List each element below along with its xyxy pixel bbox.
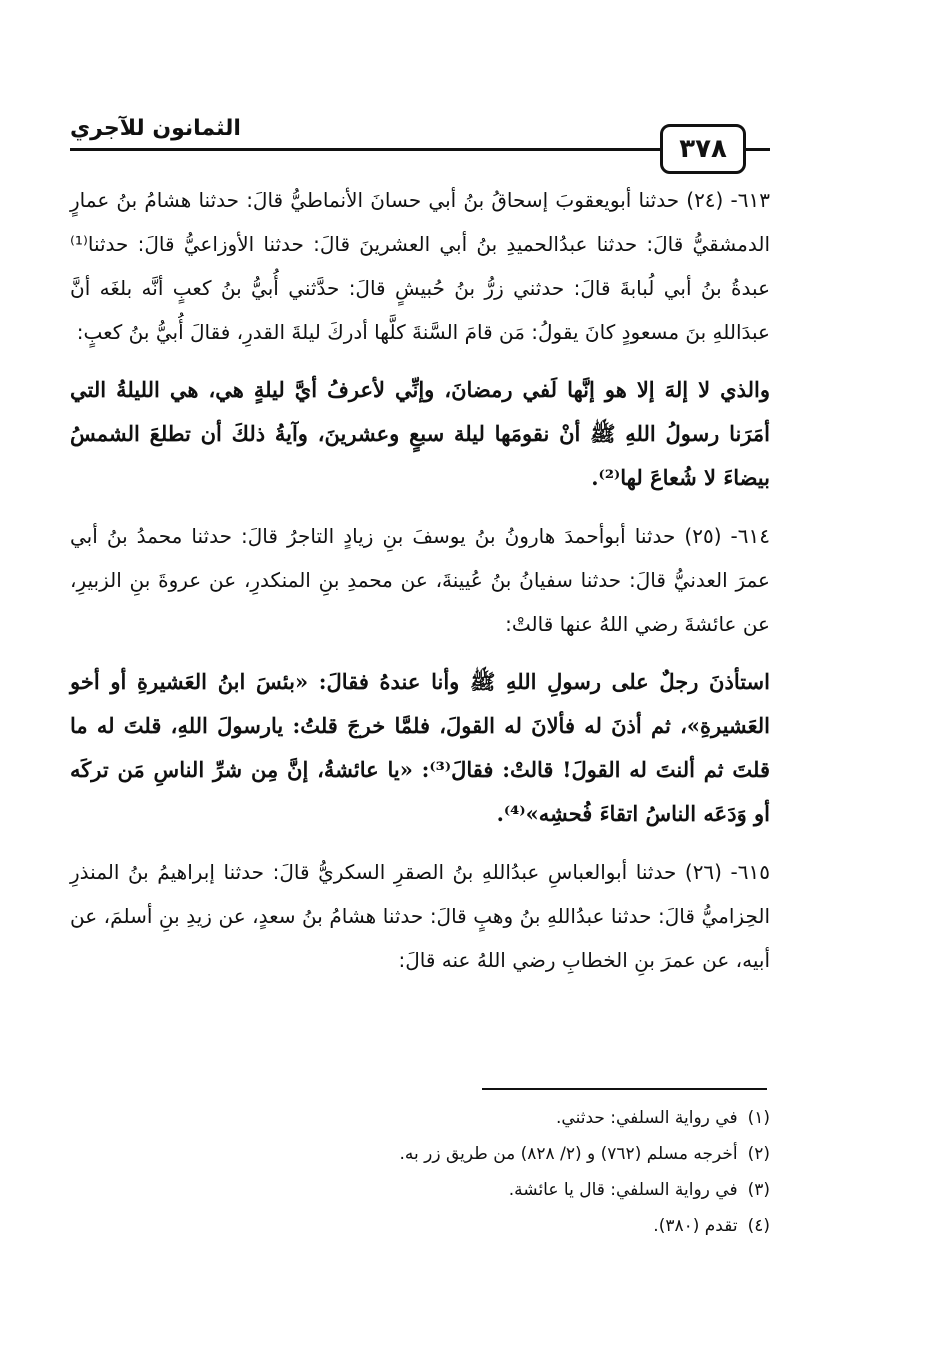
footnote-text: تقدم (٣٨٠).	[653, 1216, 738, 1236]
main-text	[70, 178, 770, 996]
footnote-number: (٣)	[747, 1180, 770, 1200]
footnote-number: (٢)	[747, 1144, 770, 1164]
hadith-614-matn: استأذنَ رجلٌ على رسولِ اللهِ ﷺ وأنا عندهُ فقالَ: «بئسَ ابنُ العَشيرةِ أو أخو العَشيرةِ»، ثم أذنَ له فألانَ له القولَ، فلمَّا خرجَ قلتُ: يارسولَ اللهِ، قلتَ له ما قلتَ ثم ألنتَ له القولَ! قالتْ: فقالَ⁽³⁾: «يا عائشةُ، إنَّ مِن شرِّ الناسِ مَن تركَه أو وَدَعَه الناسُ اتقاءَ فُحشِه»⁽⁴⁾.	[70, 669, 771, 826]
page-number: ٣٧٨	[660, 124, 746, 174]
page-header	[70, 118, 770, 178]
footnote-text: أخرجه مسلم (٧٦٢) و (٢/ ٨٢٨) من طريق زر به.	[399, 1144, 738, 1164]
footnote-4	[70, 1208, 770, 1244]
footnote-text: في رواية السلفي: حدثني.	[556, 1108, 738, 1128]
footnote-3	[70, 1172, 770, 1208]
running-title: الثمانون للآجري	[70, 116, 247, 141]
hadith-614-isnad: ٦١٤- (٢٥) حدثنا أبوأحمدَ هارونُ بنُ يوسفَ بنِ زيادٍ التاجرُ قالَ: حدثنا محمدُ بنُ أبي عمرَ العدنيُّ قالَ: حدثنا سفيانُ بنُ عُيينةَ، عن محمدِ بنِ المنكدرِ، عن عروةَ بنِ الزبيرِ، عن عائشةَ رضي اللهُ عنها قالتْ:	[70, 524, 770, 636]
hadith-613-isnad: ٦١٣- (٢٤) حدثنا أبويعقوبَ إسحاقُ بنُ أبي حسانَ الأنماطيُّ قالَ: حدثنا هشامُ بنُ عمارٍ الدمشقيُّ قالَ: حدثنا عبدُالحميدِ بنُ أبي العشرينَ قالَ: حدثنا الأوزاعيُّ قالَ: حدثنا⁽¹⁾ عبدةُ بنُ أبي لُبابةَ قالَ: حدثني زرُّ بنُ حُبيشٍ قالَ: حدَّثني أُبيُّ بنُ كعبٍ أنَّه بلغَه أنَّ عبدَاللهِ بنَ مسعودٍ كانَ يقولُ: مَن قامَ السَّنةَ كلَّها أدركَ ليلةَ القدرِ، فقالَ أُبيُّ بنُ كعبٍ:	[70, 188, 770, 344]
footnote-2	[70, 1136, 770, 1172]
footnote-number: (٤)	[747, 1216, 770, 1236]
footnotes	[70, 1100, 770, 1244]
footnote-text: في رواية السلفي: قال يا عائشة.	[508, 1180, 738, 1200]
footnote-1	[70, 1100, 770, 1136]
hadith-613-matn: والذي لا إلهَ إلا هو إنَّها لَفي رمضانَ، وإنِّي لأعرفُ أيَّ ليلةٍ هي، هي الليلةُ التي أمَرَنا رسولُ اللهِ ﷺ أنْ نقومَها ليلة سبعٍ وعشرينَ، وآيةُ ذلكَ أن تطلعَ الشمسُ بيضاءَ لا شُعاعَ لها⁽²⁾.	[70, 377, 770, 490]
footnote-number: (١)	[747, 1108, 770, 1128]
hadith-615-isnad: ٦١٥- (٢٦) حدثنا أبوالعباسِ عبدُاللهِ بنُ الصقرِ السكريُّ قالَ: حدثنا إبراهيمُ بنُ المنذرِ الحِزاميُّ قالَ: حدثنا عبدُاللهِ بنُ وهبٍ قالَ: حدثنا هشامُ بنُ سعدٍ، عن زيدِ بنِ أسلمَ، عن أبيه، عن عمرَ بنِ الخطابِ رضي اللهُ عنه قالَ:	[70, 860, 770, 972]
footnote-separator	[482, 1088, 767, 1090]
